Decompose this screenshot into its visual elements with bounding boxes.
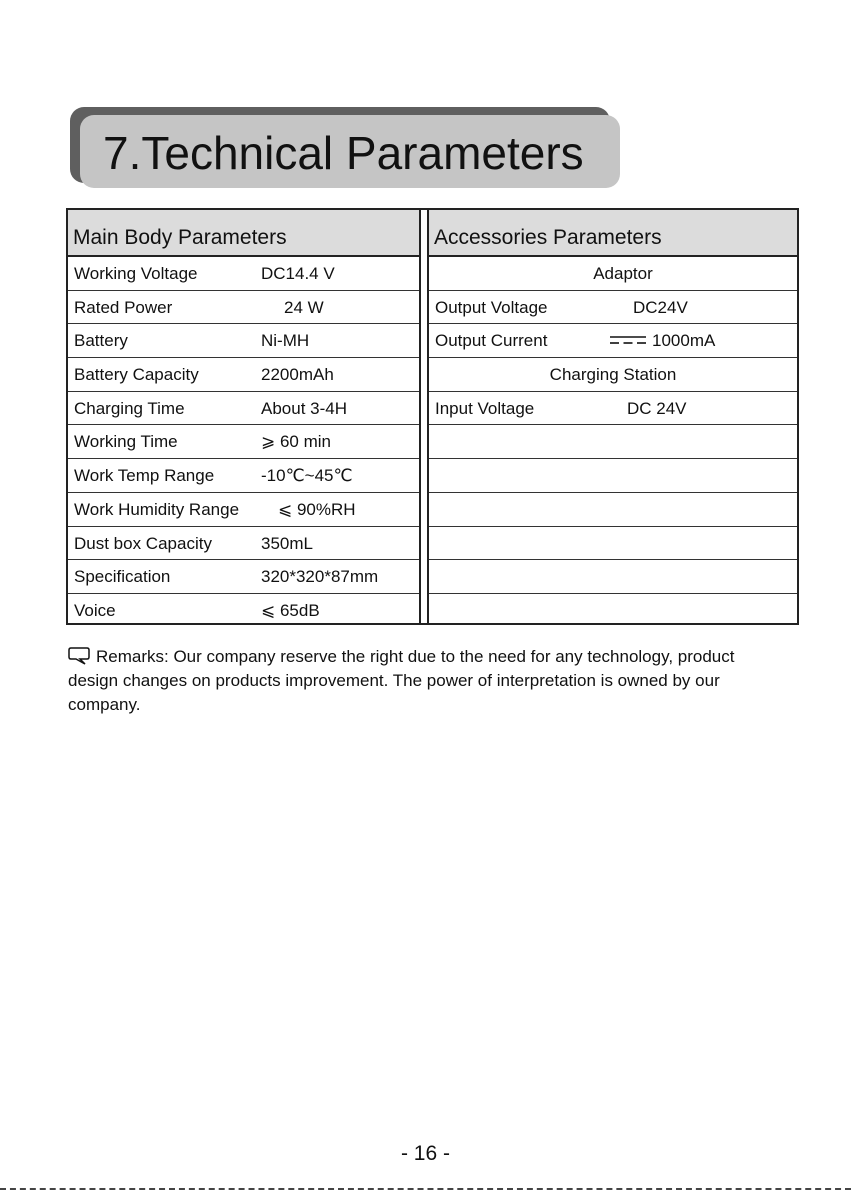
remarks-text: Remarks: Our company reserve the right due to the need for any technology, product design changes on products improvement. The power of interpretation is owned by our company.: [68, 647, 735, 714]
table-row: [429, 392, 797, 426]
table-row: [68, 594, 419, 628]
param-label: Work Humidity Range: [74, 499, 240, 519]
table-row: [68, 459, 419, 493]
param-value: 1000mA: [652, 331, 716, 351]
remarks: [68, 645, 788, 717]
table-row: [429, 425, 797, 459]
table-row: [68, 560, 419, 594]
accessories-header: Accessories Parameters: [429, 210, 797, 257]
param-label: Dust box Capacity: [74, 533, 212, 553]
bottom-dashed-line: [0, 1188, 851, 1190]
adaptor-title: Adaptor: [593, 264, 653, 283]
param-label: Work Temp Range: [74, 466, 215, 486]
param-value: About 3-4H: [261, 398, 347, 418]
param-value: ⩽ 65dB: [261, 600, 320, 620]
param-value: DC 24V: [627, 398, 687, 418]
table-row: [68, 358, 419, 392]
table-row: [429, 493, 797, 527]
table-row: [68, 493, 419, 527]
table-row: [429, 358, 797, 392]
table-row: [68, 257, 419, 291]
speech-bubble-icon: [68, 647, 90, 665]
param-label: Specification: [74, 567, 171, 587]
param-label: Input Voltage: [435, 398, 535, 418]
param-value: 2200mAh: [261, 365, 334, 385]
table-row: [68, 527, 419, 561]
param-label: Output Voltage: [435, 297, 548, 317]
accessories-column: [427, 210, 797, 623]
table-row: [429, 257, 797, 291]
param-label: Working Voltage: [74, 264, 198, 283]
table-row: [68, 324, 419, 358]
page-number: - 16 -: [400, 1142, 450, 1165]
table-row: [429, 291, 797, 325]
param-value: 320*320*87mm: [261, 567, 379, 587]
page-title: 7.Technical Parameters: [103, 127, 584, 179]
param-value: ⩽ 90%RH: [278, 499, 356, 519]
param-label: Output Current: [435, 331, 548, 351]
param-value: DC14.4 V: [261, 264, 335, 283]
main-body-header: Main Body Parameters: [68, 210, 419, 257]
table-row: [68, 425, 419, 459]
table-row: [429, 560, 797, 594]
param-label: Voice: [74, 600, 116, 620]
dc-symbol-icon: [610, 335, 646, 345]
param-value-wrap: [610, 331, 715, 351]
param-value: 350mL: [261, 533, 313, 553]
param-label: Battery Capacity: [74, 365, 199, 385]
table-row: [429, 324, 797, 358]
param-value: 24 W: [284, 297, 324, 317]
param-label: Working Time: [74, 432, 178, 452]
param-label: Rated Power: [74, 297, 173, 317]
table-row: [429, 527, 797, 561]
parameters-table: [66, 208, 799, 625]
table-row: [68, 392, 419, 426]
param-value: ⩾ 60 min: [261, 432, 331, 452]
table-row: [429, 594, 797, 628]
param-label: Battery: [74, 331, 128, 351]
table-row: [429, 459, 797, 493]
param-value: -10℃~45℃: [261, 466, 353, 486]
table-row: [68, 291, 419, 325]
charging-station-title: Charging Station: [549, 365, 677, 385]
param-value: Ni-MH: [261, 331, 310, 351]
main-body-column: [68, 210, 421, 623]
param-label: Charging Time: [74, 398, 185, 418]
param-value: DC24V: [633, 297, 688, 317]
